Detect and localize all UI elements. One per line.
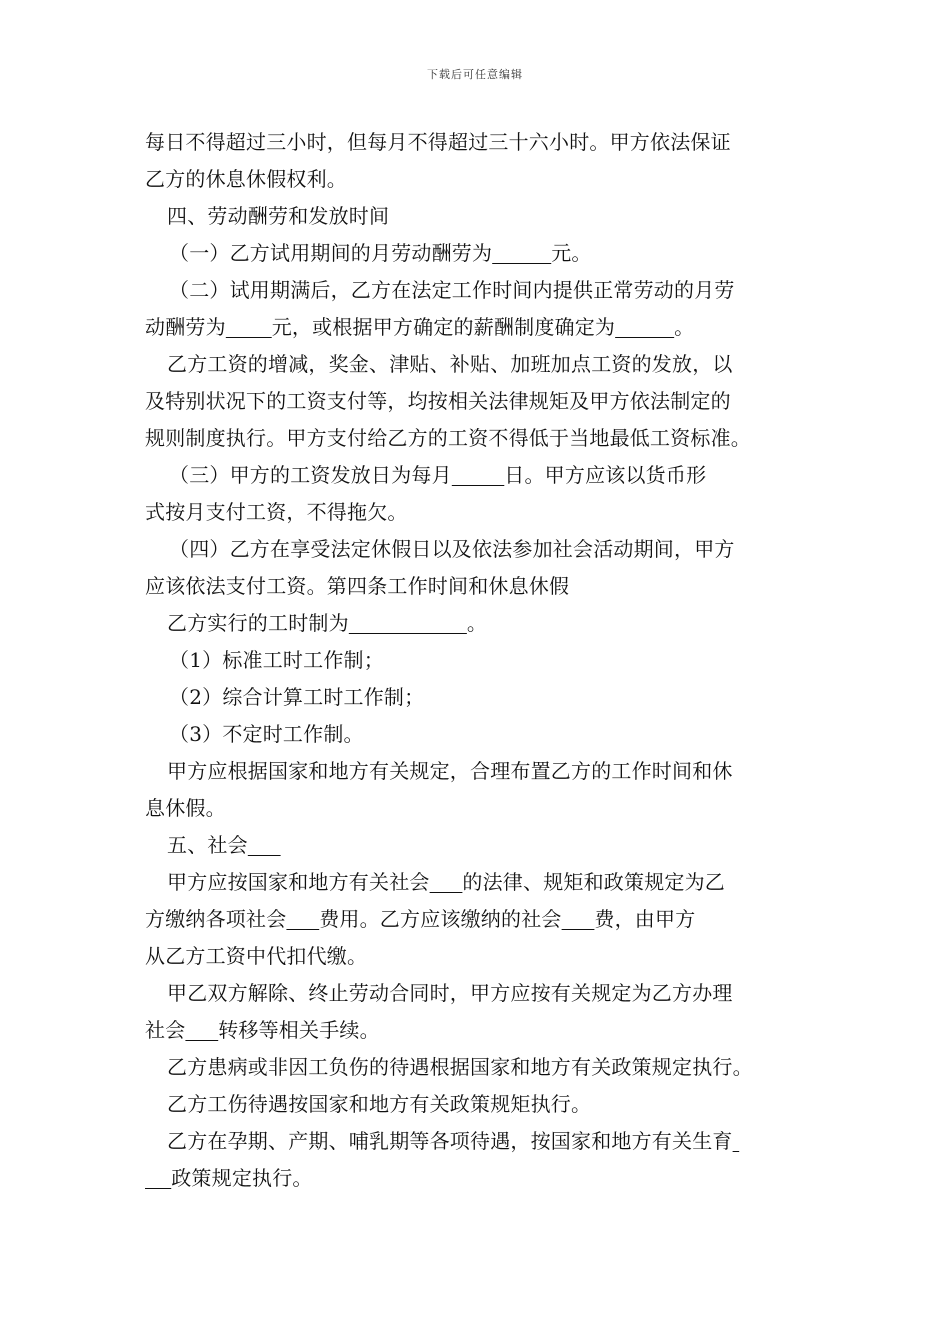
line-text: 甲方应按国家和地方有关社会 — [167, 870, 430, 894]
line-text: 乙方工资的增减，奖金、津贴、补贴、加班加点工资的发放，以 — [167, 352, 733, 376]
line-text: 从乙方工资中代扣代缴。 — [145, 944, 368, 968]
line-text: 的法律、规矩和政策规定为乙 — [462, 870, 726, 894]
paragraph-line — [145, 457, 810, 494]
paragraph-line — [145, 790, 810, 827]
paragraph-line — [145, 235, 810, 272]
line-text: （3）不定时工作制。 — [169, 722, 364, 746]
paragraph-line — [145, 568, 810, 605]
line-text: 。 — [674, 315, 695, 339]
paragraph-line — [145, 827, 810, 864]
paragraph-line — [145, 605, 810, 642]
line-text: 。 — [466, 611, 488, 635]
paragraph-line — [145, 531, 810, 568]
line-text: 乙方的休息休假权利。 — [145, 167, 347, 191]
line-text: （2）综合计算工时工作制； — [169, 685, 425, 709]
line-text: 式按月支付工资，不得拖欠。 — [145, 500, 408, 524]
paragraph-line — [145, 161, 810, 198]
fill-in-blank — [615, 315, 674, 339]
paragraph-line — [145, 1160, 810, 1197]
line-text: 甲乙双方解除、终止劳动合同时，甲方应按有关规定为乙方办理 — [167, 981, 733, 1005]
fill-in-blank — [286, 907, 319, 931]
paragraph-line — [145, 975, 810, 1012]
paragraph-line — [145, 272, 810, 309]
paragraph-line — [145, 642, 810, 679]
paragraph-line — [145, 1123, 810, 1160]
fill-in-blank — [248, 833, 281, 857]
paragraph-line — [145, 938, 810, 975]
fill-in-blank — [562, 907, 595, 931]
line-text: 四、劳动酬劳和发放时间 — [167, 204, 390, 228]
line-text: 规则制度执行。甲方支付给乙方的工资不得低于当地最低工资标准。 — [145, 426, 751, 450]
line-text: （四）乙方在享受法定休假日以及依法参加社会活动期间，甲方 — [169, 537, 735, 561]
line-text: 乙方患病或非因工负伤的待遇根据国家和地方有关政策规定执行。 — [167, 1055, 753, 1079]
line-text: （一）乙方试用期间的月劳动酬劳为 — [169, 241, 493, 265]
paragraph-line — [145, 346, 810, 383]
fill-in-blank — [185, 1018, 218, 1042]
fill-in-blank — [349, 611, 467, 635]
line-text: 每日不得超过三小时，但每月不得超过三十六小时。甲方依法保证 — [145, 130, 731, 154]
paragraph-line — [145, 124, 810, 161]
line-text: 转移等相关手续。 — [218, 1018, 380, 1042]
paragraph-line — [145, 198, 810, 235]
paragraph-line — [145, 1049, 810, 1086]
page-header: 下载后可任意编辑 — [427, 68, 523, 81]
line-text: 社会 — [145, 1018, 186, 1042]
paragraph-line — [145, 901, 810, 938]
document-body — [145, 124, 810, 1197]
line-text: 动酬劳为 — [145, 315, 226, 339]
paragraph-line — [145, 753, 810, 790]
line-text: 乙方实行的工时制为 — [167, 611, 349, 635]
line-text: 日。甲方应该以货币形 — [504, 463, 707, 487]
paragraph-line — [145, 494, 810, 531]
line-text: 政策规定执行。 — [171, 1166, 313, 1190]
fill-in-blank — [733, 1129, 740, 1153]
fill-in-blank — [430, 870, 463, 894]
paragraph-line — [145, 679, 810, 716]
line-text: 方缴纳各项社会 — [145, 907, 287, 931]
line-text: 元，或根据甲方确定的薪酬制度确定为 — [271, 315, 616, 339]
fill-in-blank — [452, 463, 504, 487]
line-text: 应该依法支付工资。第四条工作时间和休息休假 — [145, 574, 570, 598]
paragraph-line — [145, 864, 810, 901]
line-text: （1）标准工时工作制； — [169, 648, 384, 672]
line-text: 甲方应根据国家和地方有关规定，合理布置乙方的工作时间和休 — [167, 759, 733, 783]
fill-in-blank — [226, 315, 272, 339]
line-text: （二）试用期满后，乙方在法定工作时间内提供正常劳动的月劳 — [169, 278, 735, 302]
paragraph-line — [145, 420, 810, 457]
line-text: 五、社会 — [167, 833, 248, 857]
line-text: 费用。乙方应该缴纳的社会 — [319, 907, 562, 931]
line-text: 乙方工伤待遇按国家和地方有关政策规矩执行。 — [167, 1092, 592, 1116]
paragraph-line — [145, 383, 810, 420]
line-text: 乙方在孕期、产期、哺乳期等各项待遇，按国家和地方有关生育 — [167, 1129, 733, 1153]
paragraph-line — [145, 309, 810, 346]
line-text: （三）甲方的工资发放日为每月 — [169, 463, 452, 487]
fill-in-blank — [145, 1166, 171, 1190]
line-text: 息休假。 — [145, 796, 226, 820]
paragraph-line — [145, 1012, 810, 1049]
line-text: 元。 — [551, 241, 592, 265]
fill-in-blank — [492, 241, 551, 265]
line-text: 费，由甲方 — [594, 907, 696, 931]
paragraph-line — [145, 1086, 810, 1123]
line-text: 及特别状况下的工资支付等，均按相关法律规矩及甲方依法制定的 — [145, 389, 731, 413]
paragraph-line — [145, 716, 810, 753]
